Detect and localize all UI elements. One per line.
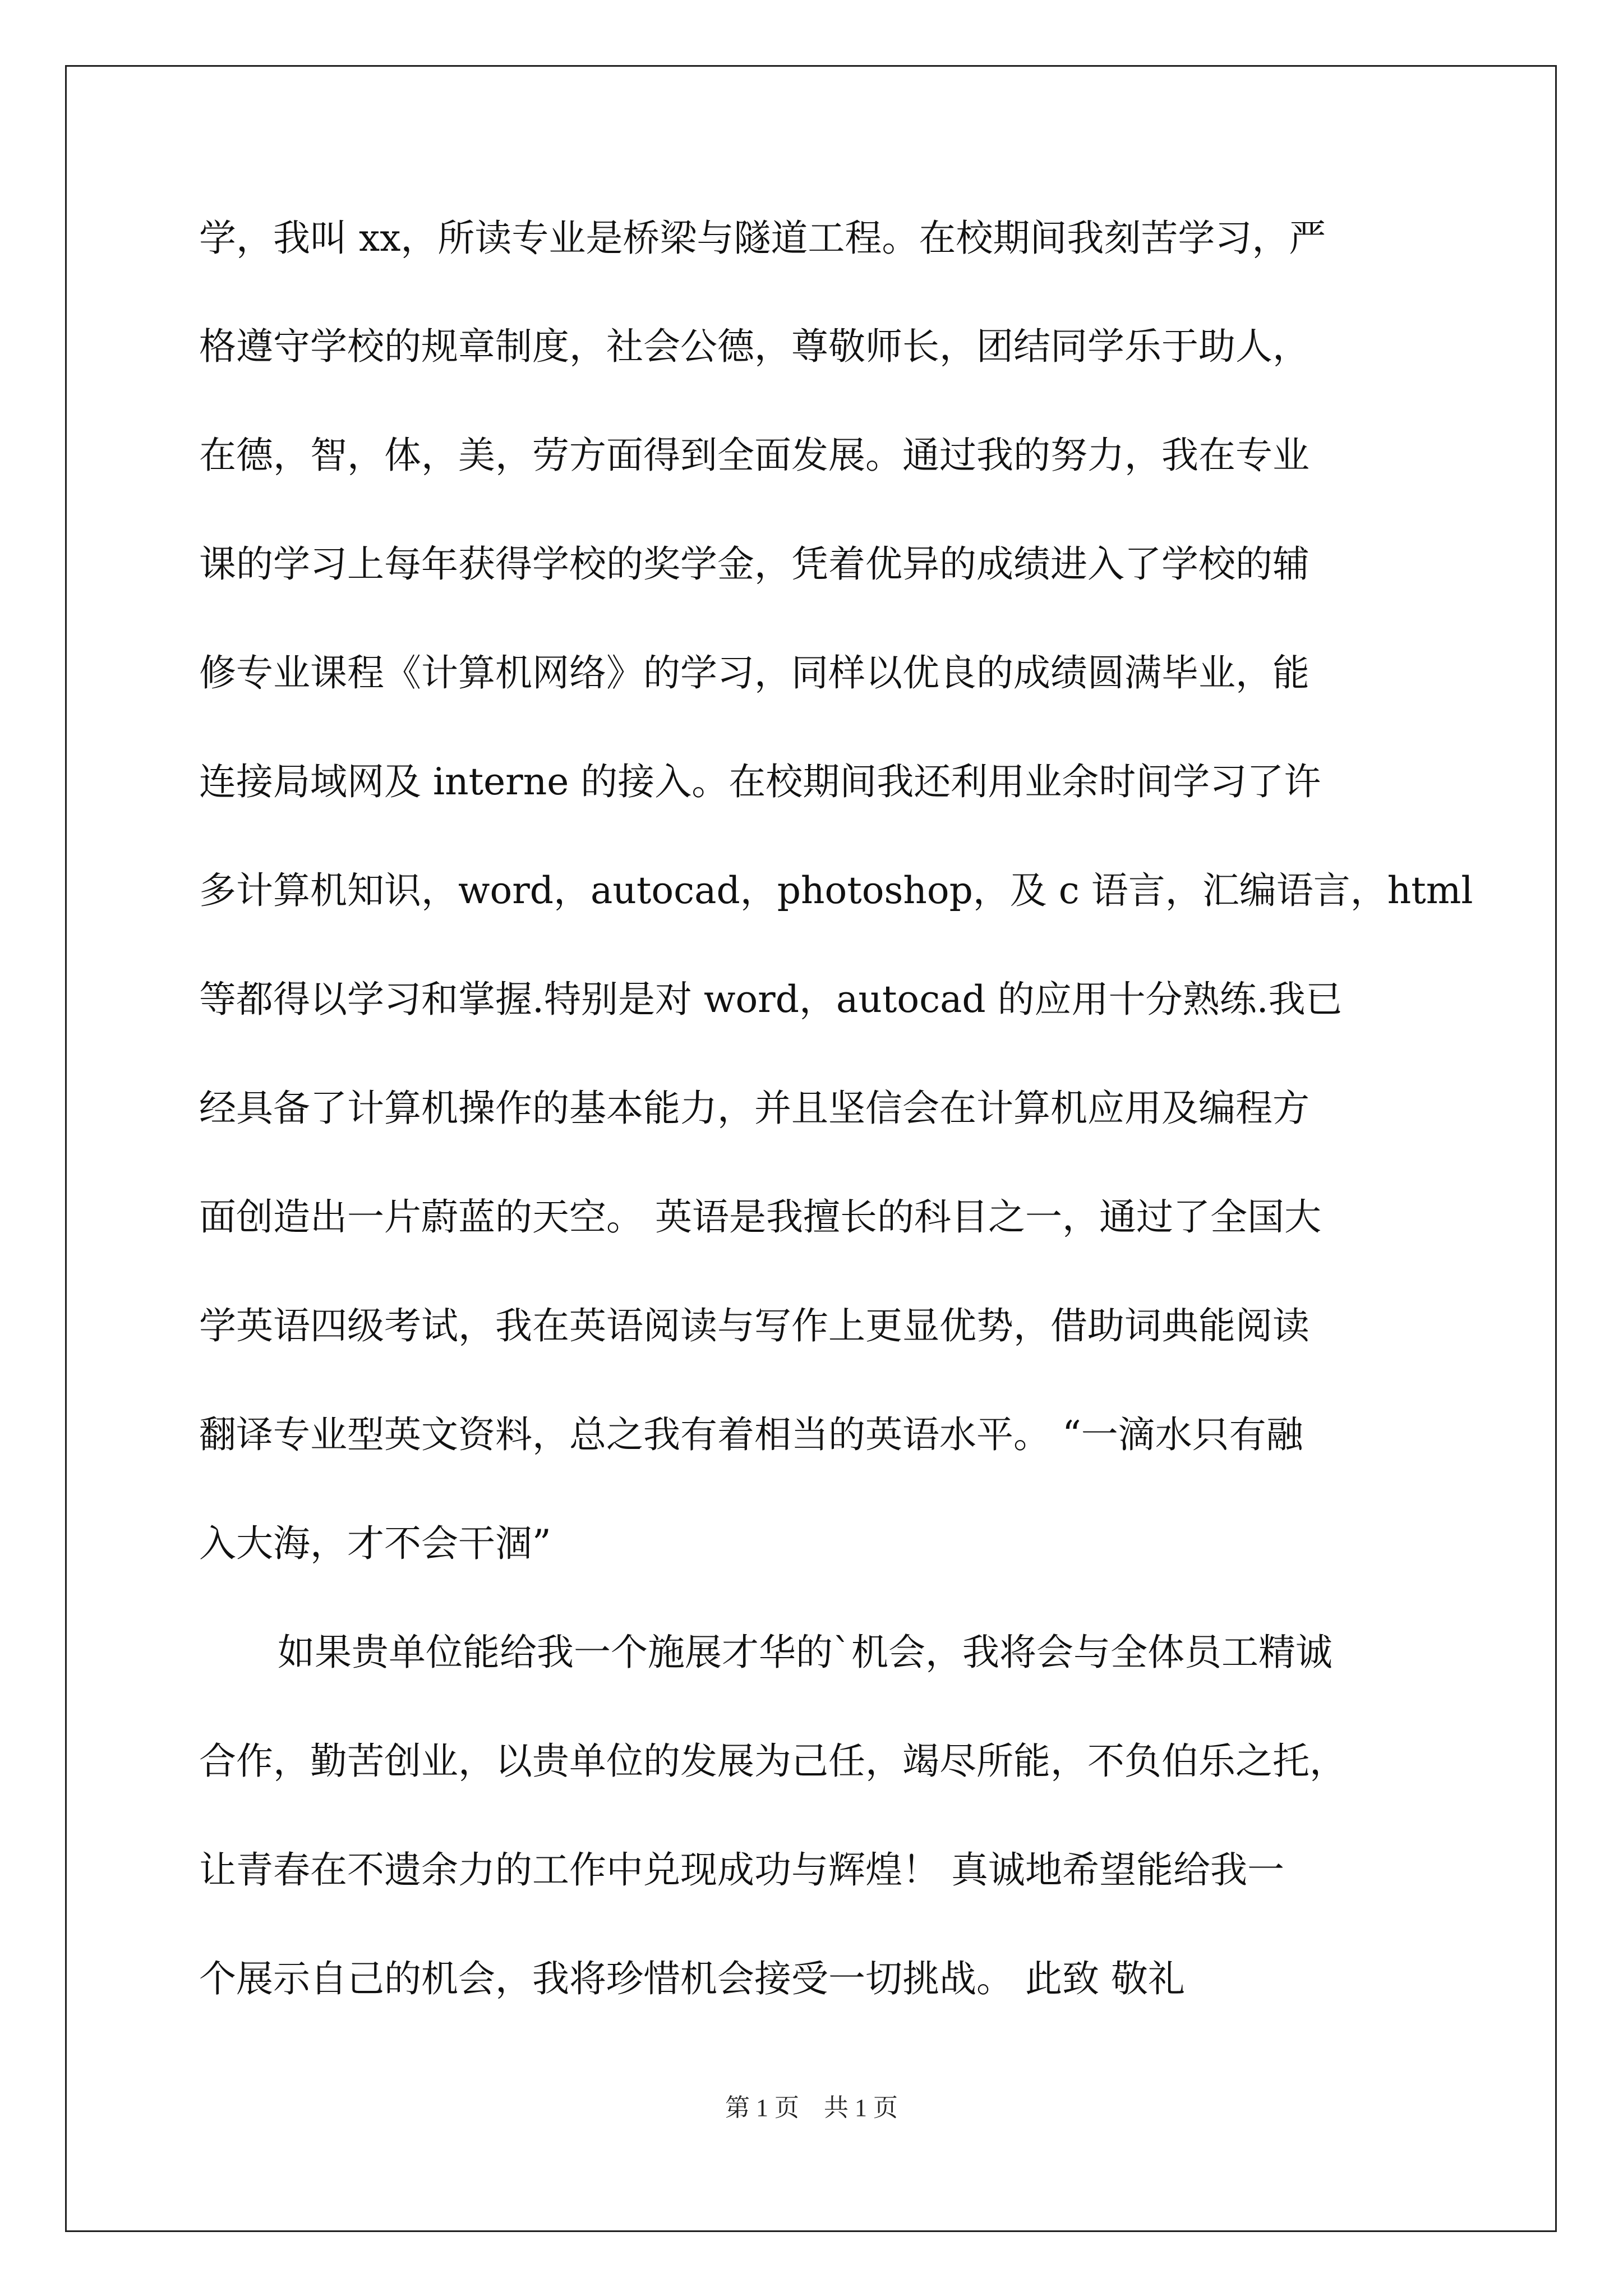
body-line: 学英语四级考试，我在英语阅读与写作上更显优势，借助词典能阅读 [199, 1304, 1310, 1347]
body-line: 翻译专业型英文资料，总之我有着相当的英语水平。 “一滴水只有融 [199, 1413, 1303, 1456]
body-line: 学，我叫 xx，所读专业是桥梁与隧道工程。在校期间我刻苦学习，严 [199, 217, 1326, 260]
page-number-footer: 第 1 页 共 1 页 [725, 2094, 898, 2122]
body-line: 连接局域网及 interne 的接入。在校期间我还利用业余时间学习了许 [199, 760, 1321, 803]
body-line: 修专业课程《计算机网络》的学习，同样以优良的成绩圆满毕业，能 [199, 651, 1310, 694]
body-line: 在德，智，体，美，劳方面得到全面发展。通过我的努力，我在专业 [199, 434, 1310, 477]
body-line: 让青春在不遗余力的工作中兑现成功与辉煌！ 真诚地希望能给我一 [199, 1848, 1284, 1892]
body-line: 经具备了计算机操作的基本能力，并且坚信会在计算机应用及编程方 [199, 1087, 1310, 1130]
body-line: 多计算机知识，word，autocad，photoshop，及 c 语言，汇编语言，html [199, 869, 1473, 912]
body-line: 面创造出一片蔚蓝的天空。 英语是我擅长的科目之一，通过了全国大 [199, 1195, 1321, 1239]
body-line: 课的学习上每年获得学校的奖学金，凭着优异的成绩进入了学校的辅 [199, 542, 1310, 586]
body-line: 入大海，才不会干涸” [199, 1522, 551, 1565]
body-line: 个展示自己的机会，我将珍惜机会接受一切挑战。 此致 敬礼 [199, 1957, 1185, 2000]
page-frame [65, 65, 1557, 2232]
paragraph-first-line: 如果贵单位能给我一个施展才华的`机会，我将会与全体员工精诚 [278, 1631, 1332, 1674]
body-line: 等都得以学习和掌握.特别是对 word，autocad 的应用十分熟练.我已 [199, 978, 1343, 1021]
body-line: 格遵守学校的规章制度，社会公德，尊敬师长，团结同学乐于助人， [199, 325, 1310, 368]
body-line: 合作，勤苦创业，以贵单位的发展为己任，竭尽所能，不负伯乐之托， [199, 1740, 1347, 1783]
